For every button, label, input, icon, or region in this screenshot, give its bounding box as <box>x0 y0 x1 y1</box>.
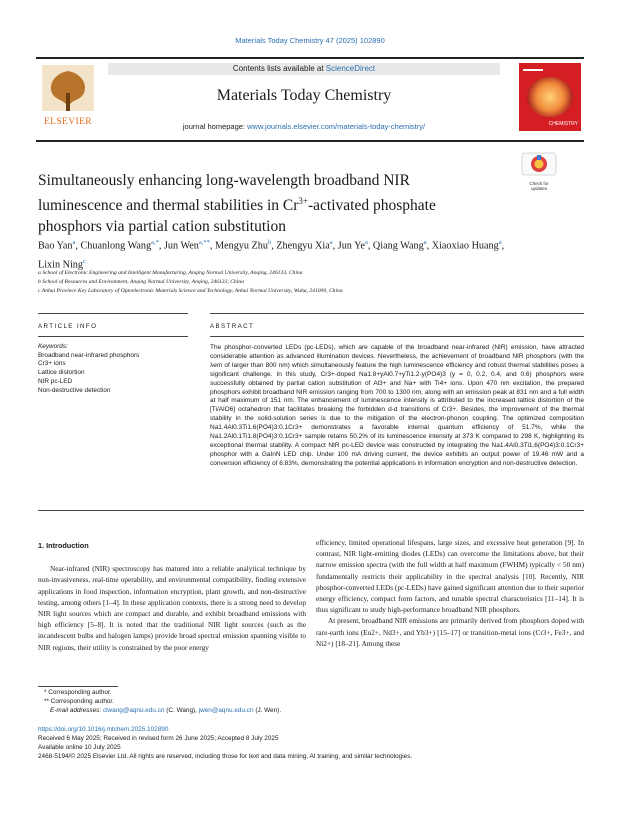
info-top-rule <box>38 313 188 314</box>
cover-label: CHEMISTRY <box>548 121 578 127</box>
footnote-corr1: * Corresponding author. <box>44 689 112 696</box>
header-bottom-rule <box>36 140 584 142</box>
elsevier-logo <box>38 63 98 131</box>
article-info-heading: ARTICLE INFO <box>38 323 98 330</box>
footnote-emails <box>50 707 281 715</box>
author-affiliation-mark: a <box>72 239 76 246</box>
author-affiliation-mark: a <box>329 239 333 246</box>
email-link-2[interactable]: jwen@aqnu.edu.cn <box>198 707 254 714</box>
author-affiliation-mark: c <box>83 258 86 266</box>
article-title <box>38 170 498 237</box>
author-affiliation-mark: b <box>267 239 272 246</box>
author-name[interactable]: Zhengyu Xia <box>276 240 330 252</box>
keyword-4: NIR pc-LED <box>38 377 73 385</box>
received-dates: Received 6 May 2025; Received in revised form 26 June 2025; Accepted 8 July 2025 <box>38 735 279 742</box>
affiliation-b: b School of Resources and Environment, Anqing Normal University, Anqing, 246133, China <box>38 279 244 285</box>
cover-image <box>527 77 573 117</box>
body-right-column <box>316 537 584 649</box>
author-name[interactable]: Jun Ye <box>337 240 365 252</box>
footnote-corr2: ** Corresponding author. <box>44 698 114 705</box>
author-name[interactable]: Xiaoxiao Huang <box>431 240 499 252</box>
contents-band <box>108 63 500 75</box>
check-updates-label: Check for updates <box>529 181 549 191</box>
emails-label: E-mail addresses: <box>50 707 102 714</box>
email-owner-1: (C. Wang), <box>166 707 197 714</box>
section-heading-introduction: 1. Introduction <box>38 541 89 550</box>
cover-mark <box>523 69 543 71</box>
title-superscript: 3+ <box>298 196 308 206</box>
journal-homepage <box>108 122 500 131</box>
abstract-bottom-rule <box>38 510 584 511</box>
affiliation-c: c Anhui Province Key Laboratory of Optoelectronic Materials Science and Technology, Anhui Normal University, Wuhu, 241000, China <box>38 288 343 294</box>
homepage-link[interactable]: www.journals.elsevier.com/materials-today-chemistry/ <box>247 122 426 131</box>
keyword-3: Lattice distortion <box>38 369 85 377</box>
check-for-updates-button[interactable] <box>521 152 557 191</box>
title-part2: -activated phosphate phosphors via partial cation substitution <box>38 197 436 236</box>
email-owner-2: (J. Wen). <box>255 707 282 714</box>
title-part1: Simultaneously enhancing long-wavelength broadband NIR luminescence and thermal stabilities in Cr <box>38 172 410 215</box>
contents-prefix: Contents lists available at <box>232 64 326 73</box>
author-list: Bao Yan$^a$, Chuanlong Wang$^{a,*}$, Jun Wen$^{a,**}$, Mengyu Zhu$^b$, Zhengyu Xia$^a$, Jun Ye$^a$, Qiang Wang$^a$, Xiaoxiao Huang$^a$, Lixin Ning$^c$ <box>38 239 505 271</box>
journal-reference[interactable]: Materials Today Chemistry 47 (2025) 102890 <box>235 36 385 45</box>
keywords-block <box>38 343 188 395</box>
email-link-1[interactable]: clwang@aqnu.edu.cn <box>102 707 165 714</box>
author-affiliation-mark: a <box>364 239 368 246</box>
header-top-rule <box>36 57 584 59</box>
sciencedirect-link[interactable]: ScienceDirect <box>325 64 376 73</box>
author-name[interactable]: Mengyu Zhu <box>215 240 268 252</box>
author-name[interactable]: Jun Wen <box>163 240 199 252</box>
info-under-rule <box>38 336 188 337</box>
affiliation-a: a School of Electronic Engineering and Intelligent Manufacturing, Anqing Normal University, Anqing, 246133, China <box>38 270 303 276</box>
keyword-2: Cr3+ ions <box>38 360 66 368</box>
abstract-top-rule <box>210 313 584 314</box>
author-affiliation-mark: a <box>423 239 427 246</box>
author-name[interactable]: Qiang Wang <box>372 240 424 252</box>
abstract-heading: ABSTRACT <box>210 323 255 330</box>
author-affiliation-mark: a <box>498 239 502 246</box>
intro-paragraph-2: efficiency, limited operational lifespans, large sizes, and excessive heat generation [9]. In contrast, NIR light-emitting diodes (LEDs) can overcome the limitations above, but their narrow emission spectra (with the full width at half maximum (FWHM) typically < 50 nm) fundamentally restricts their applicability in the spectral analysis [10]. Recently, NIR phosphor-converted LEDs (pc-LEDs) have gained significant attention due to their superior energy efficiency, compact form factors, and tunable spectral characteristics [11–14]. It is thus significant to study high-performance broadband NIR phosphors. <box>316 538 584 615</box>
author-affiliation-mark: a,* <box>151 239 159 246</box>
journal-title: Materials Today Chemistry <box>216 87 392 104</box>
author-affiliation-mark: a,** <box>198 239 210 246</box>
author-name[interactable]: Bao Yan <box>38 240 73 252</box>
doi-link[interactable]: https://doi.org/10.1016/j.mtchem.2025.102890 <box>38 726 169 733</box>
homepage-prefix: journal homepage: <box>182 122 248 131</box>
keywords-label: Keywords: <box>38 343 68 350</box>
body-left-column <box>38 540 306 653</box>
keyword-5: Non-destructive detection <box>38 386 111 394</box>
check-updates-icon <box>521 152 557 176</box>
footnote-rule <box>38 686 118 687</box>
copyright: 2468-5194/© 2025 Elsevier Ltd. All rights are reserved, including those for text and data mining, AI training, and similar technologies. <box>38 753 413 760</box>
intro-paragraph-3: At present, broadband NIR emissions are primarily derived from phosphors doped with rare-earth ions (Eu2+, Nd3+, and Yb3+) [15–17] or transition-metal ions (Cr3+, Fe3+, and Ni2+) [18–21]. Among these <box>316 616 584 648</box>
journal-cover <box>519 63 581 131</box>
available-online: Available online 10 July 2025 <box>38 744 121 751</box>
abstract-under-rule <box>210 336 584 337</box>
keyword-1: Broadband near-infrared phosphors <box>38 351 140 359</box>
abstract-text: The phosphor-converted LEDs (pc-LEDs), which are capable of the broadband near-infrared (NIR) emission, have attracted considerable attention as advanced illumination devices. Nevertheless, the achievement of broadband NIR phosphors (with the λem of larger than 800 nm) which simultaneously feature the high luminescence efficiency and robust thermal stabilities poses a significant challenge. In this study, Cr3+-doped Na1.8+yAl0.7+yTi1.2-y(PO4)3 (y = 0, 0.2, 0.4, and 0.6) phosphors were successfully obtained by partial cation substitution of Al3+ and Na+ with Ti4+ ions. Upon 470 nm excitation, the prepared phosphors exhibit broadband NIR emission ranging from 700 to 1300 nm, along with an emission peak at 831 nm and a full width at half maximum of 151 nm. The enhancement of luminescence intensity is attributed to the increased lattice distortion of the [Ti/AlO6] octahedron that facilitates breaking the forbidden d-d transitions of Cr3+. Besides, the improvement of the thermal stability in the solid-solution series is due to the mitigation of the electron-phonon coupling. The optimized composition Na1.4Al0.3Ti1.6(PO4)3:0.1Cr3+ demonstrates a favorable internal quantum efficiency of 51.7%, while the Na1.2Al0.1Ti1.8(PO4)3:0.1Cr3+ sample retains 50.2% of its luminescence intensity at 373 K compared to 298 K, highlighting its exceptional thermal stability. A compact NIR pc-LED device was constructed by integrating the Na1.4Al0.3Ti1.6(PO4)3:0.1Cr3+ phosphor with a GaInN LED chip. Under 100 mA driving current, the device exhibits an output power of 19.46 mW and a conversion efficiency of 6.83%, demonstrating the potential applications in information encryption and non-destructive detection. <box>210 344 584 467</box>
author-name[interactable]: Chuanlong Wang <box>80 240 152 252</box>
intro-paragraph-1: Near-infrared (NIR) spectroscopy has matured into a reliable analytical technique by non-invasiveness, real-time operability, and environmental compatibility, finding extensive applications in food inspection, information encryption, plant growth, and non-destructive testing, among others [1–4]. In these application contexts, there is a strong need to develop NIR light sources which are compact and durable, and exhibit broadband emissions with high efficiency [5–8]. It is noted that the traditional NIR light sources (such as the incandescent bulbs and halogen lamps) provide broad spectral emission spanning visible to NIR regions, their utility is constrained by the poor energy <box>38 564 306 652</box>
elsevier-wordmark: ELSEVIER <box>43 117 93 127</box>
author-name[interactable]: Lixin Ning <box>38 259 83 271</box>
